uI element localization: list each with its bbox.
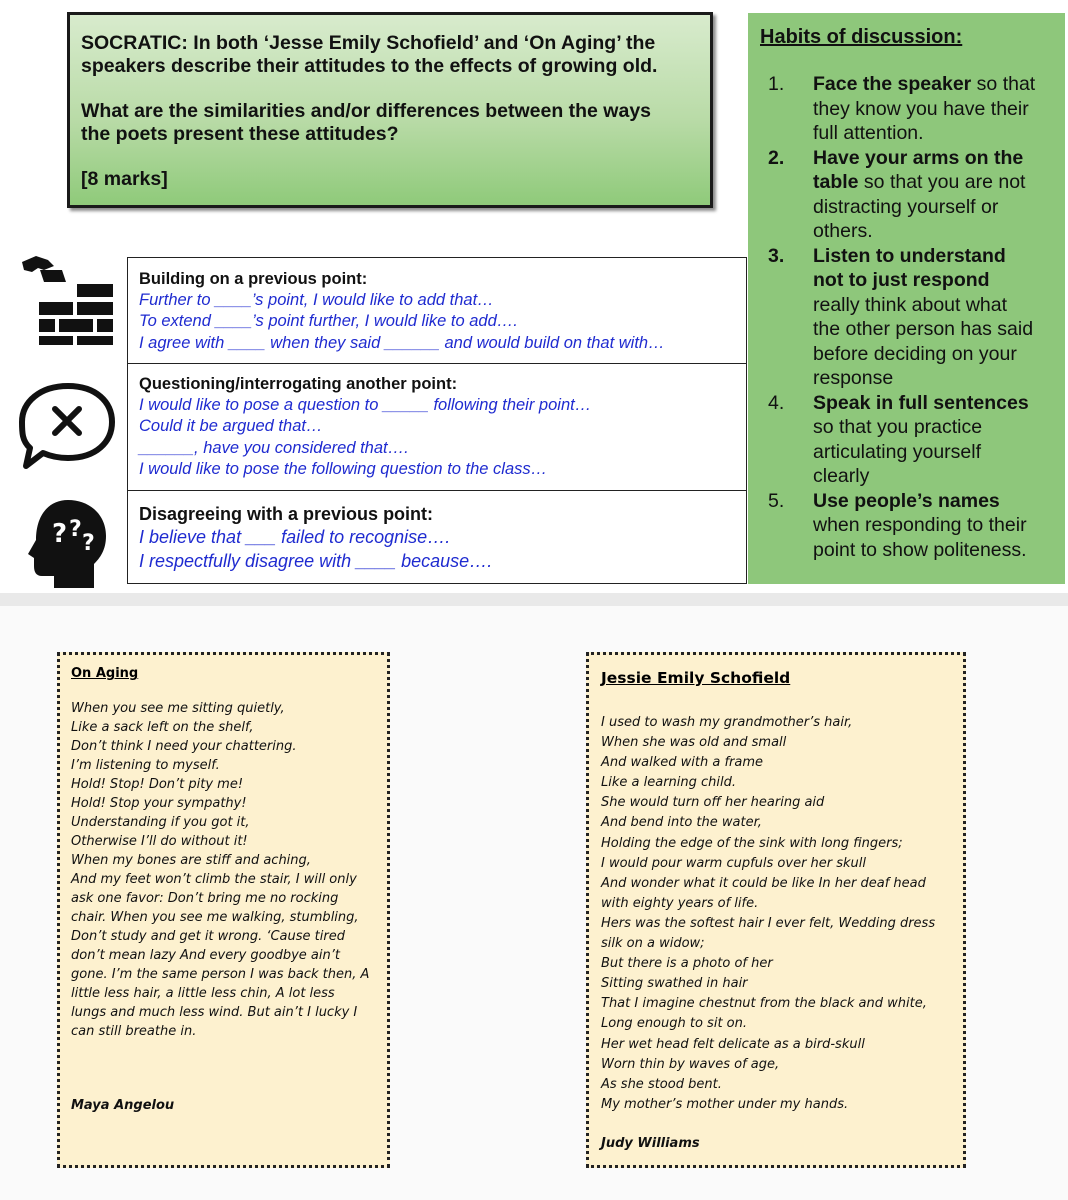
habit-bold: table bbox=[813, 171, 859, 193]
starter-line: I believe that ___ failed to recognise…. bbox=[139, 527, 451, 547]
question-line: speakers describe their attitudes to the effects of growing old. bbox=[81, 55, 658, 77]
poem-line: Holding the edge of the sink with long fingers; bbox=[601, 835, 903, 851]
poem-author: Maya Angelou bbox=[71, 1098, 175, 1113]
section-heading: Building on a previous point: bbox=[139, 270, 368, 288]
habit-bold: not to just respond bbox=[813, 269, 990, 291]
habit-text: the other person has said bbox=[813, 318, 1034, 340]
starter-line: I agree with ____ when they said ______ and would build on that with… bbox=[139, 333, 665, 352]
habit-text: point to show politeness. bbox=[813, 538, 1027, 561]
poem-line: lungs and much less wind. But ain’t I lucky I bbox=[71, 1005, 358, 1020]
poem-line: When you see me sitting quietly, bbox=[71, 701, 285, 716]
habit-bold: Use people’s names bbox=[813, 489, 1000, 512]
poem-line: My mother’s mother under my hands. bbox=[601, 1096, 849, 1112]
poem-line: Her wet head felt delicate as a bird-skull bbox=[601, 1036, 865, 1052]
section-heading: Questioning/interrogating another point: bbox=[139, 375, 458, 393]
poem-line: As she stood bent. bbox=[601, 1076, 722, 1092]
habit-item bbox=[760, 391, 1055, 489]
habit-text: articulating yourself bbox=[813, 440, 981, 463]
hand-placing-brick-icon bbox=[14, 252, 120, 346]
poem-line: Hers was the softest hair I ever felt, Wedding dress bbox=[601, 915, 936, 931]
question-line: SOCRATIC: In both ‘Jesse Emily Schofield’ and ‘On Aging’ the bbox=[81, 32, 656, 54]
starter-line: I would like to pose a question to _____ following their point… bbox=[139, 396, 592, 414]
svg-text:?: ? bbox=[69, 517, 82, 542]
questioning-section bbox=[128, 364, 746, 491]
poem-line: When she was old and small bbox=[601, 735, 787, 751]
habit-number: 1. bbox=[768, 73, 785, 95]
poem-jessie-emily-schofield bbox=[586, 652, 966, 1168]
poem-line: Don’t think I need your chattering. bbox=[71, 739, 297, 754]
poem-line: And walked with a frame bbox=[601, 755, 763, 771]
habit-number: 3. bbox=[768, 244, 785, 267]
poem-line: Like a learning child. bbox=[601, 775, 737, 791]
poem-line: Hold! Stop your sympathy! bbox=[71, 796, 247, 811]
habit-text: clearly bbox=[813, 465, 870, 487]
starter-line: To extend ____’s point further, I would like to add…. bbox=[139, 312, 518, 331]
question-marks: [8 marks] bbox=[81, 168, 168, 190]
habit-item bbox=[760, 72, 1055, 146]
svg-text:?: ? bbox=[82, 531, 95, 556]
poem-author: Judy Williams bbox=[601, 1136, 700, 1151]
starter-line: I would like to pose the following question to the class… bbox=[139, 459, 548, 478]
starter-line: Could it be argued that… bbox=[139, 417, 323, 436]
poem-title: On Aging bbox=[71, 666, 139, 681]
starter-line: I respectfully disagree with ____ because…. bbox=[139, 550, 493, 571]
poem-line: Otherwise I’ll do without it! bbox=[71, 834, 248, 849]
poem-line: don’t mean lazy And every goodbye ain’t bbox=[71, 948, 340, 963]
disagreeing-section bbox=[128, 491, 746, 584]
habit-text: so that bbox=[971, 73, 1036, 95]
socratic-question-box bbox=[67, 12, 713, 208]
habit-item bbox=[760, 489, 1055, 563]
poem-line: Sitting swathed in hair bbox=[601, 976, 748, 992]
habit-bold: Speak in full sentences bbox=[813, 391, 1029, 414]
poem-line: Long enough to sit on. bbox=[601, 1016, 747, 1032]
habit-item bbox=[760, 244, 1055, 391]
building-section bbox=[128, 258, 746, 364]
poem-line: chair. When you see me walking, stumbling, bbox=[71, 910, 359, 925]
habit-number: 5. bbox=[768, 489, 785, 512]
poem-line: But there is a photo of her bbox=[601, 956, 773, 972]
poem-line: Like a sack left on the shelf, bbox=[71, 720, 254, 735]
poem-line: gone. I’m the same person I was back then, A bbox=[71, 967, 370, 982]
habit-text: so that you practice bbox=[813, 416, 983, 438]
poem-line: That I imagine chestnut from the black and white, bbox=[601, 996, 927, 1012]
poem-line: Hold! Stop! Don’t pity me! bbox=[71, 777, 244, 792]
habit-text: they know you have their bbox=[813, 97, 1029, 120]
starter-line: ______, have you considered that…. bbox=[139, 438, 409, 457]
habit-text: response bbox=[813, 367, 894, 389]
habit-text: others. bbox=[813, 220, 873, 242]
poem-line: ask one favor: Don’t bring me no rocking bbox=[71, 891, 339, 906]
sentence-starters-table bbox=[127, 257, 747, 584]
poem-line: She would turn off her hearing aid bbox=[601, 795, 825, 811]
top-slide bbox=[0, 0, 1068, 593]
poem-body bbox=[601, 713, 953, 1115]
poem-line: And bend into the water, bbox=[601, 815, 762, 831]
question-line: the poets present these attitudes? bbox=[81, 123, 399, 145]
habit-text: so that you are not bbox=[858, 171, 1026, 193]
poem-on-aging bbox=[57, 652, 390, 1168]
habit-number: 2. bbox=[768, 146, 785, 169]
starter-line: Further to ____’s point, I would like to add that… bbox=[139, 291, 494, 309]
habit-text: really think about what bbox=[813, 293, 1008, 316]
poem-line: I would pour warm cupfuls over her skull bbox=[601, 855, 867, 871]
poem-line: Understanding if you got it, bbox=[71, 815, 250, 830]
poem-body bbox=[71, 699, 377, 1041]
head-question-marks-icon bbox=[24, 498, 110, 590]
poem-line: When my bones are stiff and aching, bbox=[71, 853, 311, 868]
habit-text: full attention. bbox=[813, 122, 924, 144]
poem-line: I used to wash my grandmother’s hair, bbox=[601, 715, 853, 730]
speech-bubble-x-icon bbox=[10, 380, 118, 472]
habit-bold: Listen to understand bbox=[813, 244, 1006, 267]
poem-line: And my feet won’t climb the stair, I will only bbox=[71, 872, 357, 887]
poem-title: Jessie Emily Schofield bbox=[601, 669, 791, 687]
poem-line: can still breathe in. bbox=[71, 1024, 197, 1039]
svg-text:?: ? bbox=[52, 519, 68, 549]
habit-number: 4. bbox=[768, 391, 785, 414]
habit-bold: Have your arms on the bbox=[813, 146, 1024, 169]
poem-line: I’m listening to myself. bbox=[71, 758, 220, 773]
habit-bold: Face the speaker bbox=[813, 73, 972, 95]
poem-line: Don’t study and get it wrong. ‘Cause tired bbox=[71, 929, 345, 944]
habit-text: distracting yourself or bbox=[813, 195, 999, 218]
poem-line: And wonder what it could be like In her deaf head bbox=[601, 875, 926, 891]
habits-title: Habits of discussion: bbox=[760, 26, 963, 48]
question-line: What are the similarities and/or differences between the ways bbox=[81, 100, 652, 122]
poem-line: little less hair, a little less chin, A lot less bbox=[71, 986, 335, 1001]
habit-item bbox=[760, 146, 1055, 244]
poem-line: with eighty years of life. bbox=[601, 895, 759, 911]
section-heading: Disagreeing with a previous point: bbox=[139, 504, 434, 524]
habit-text: before deciding on your bbox=[813, 342, 1017, 365]
habits-panel bbox=[748, 13, 1065, 584]
habit-text: when responding to their bbox=[813, 514, 1027, 536]
poem-line: silk on a widow; bbox=[601, 936, 705, 952]
poem-line: Worn thin by waves of age, bbox=[601, 1056, 780, 1072]
